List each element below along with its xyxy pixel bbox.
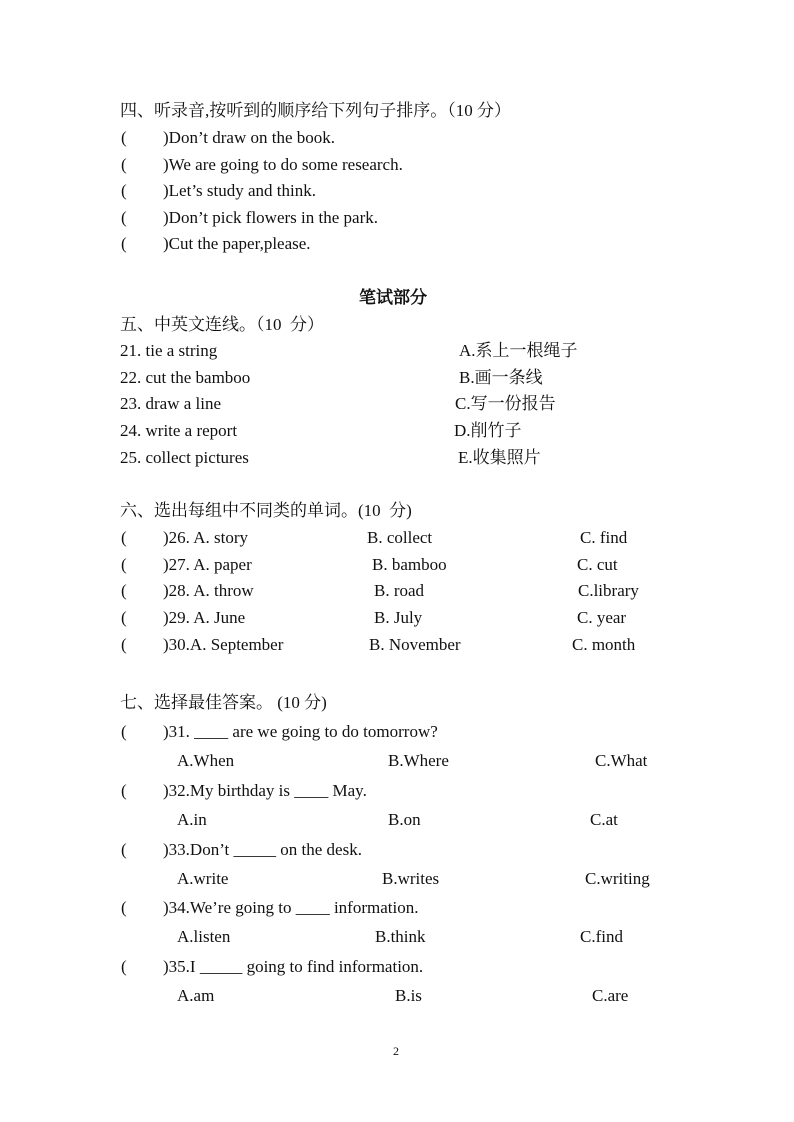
q32-option-a: A.in: [177, 810, 207, 829]
q35-option-b: B.is: [395, 986, 422, 1005]
answer-blank-paren[interactable]: (: [121, 528, 127, 547]
q32-option-c: C.at: [590, 810, 618, 829]
q30-option-c: C. month: [572, 635, 636, 654]
item-text: Cut the paper,please.: [168, 234, 311, 253]
q35-option-a: A.am: [177, 986, 215, 1005]
section7-title: 七、选择最佳答案。 (10 分): [120, 693, 327, 712]
q26-option-a: )26. A. story: [163, 528, 248, 547]
answer-blank-paren[interactable]: (: [121, 555, 127, 574]
q35-option-c: C.are: [592, 986, 629, 1005]
written-part-title: 笔试部分: [359, 288, 427, 307]
section4-item-5: [163, 234, 311, 254]
item-text: Let’s study and think.: [168, 181, 316, 200]
answer-blank-paren[interactable]: (: [121, 957, 127, 976]
q31-stem: )31. ____ are we going to do tomorrow?: [163, 722, 438, 741]
section6-title: 六、选出每组中不同类的单词。(10 分): [120, 501, 412, 520]
section4-item-4: [163, 208, 378, 228]
section4-title: 四、听录音,按听到的顺序给下列句子排序。（10 分）: [120, 101, 511, 120]
answer-blank-paren[interactable]: (: [121, 581, 127, 600]
paren-close: ): [163, 234, 169, 253]
q29-option-b: B. July: [374, 608, 423, 627]
match-right-b: B.画一条线: [459, 368, 543, 387]
q31-option-a: A.When: [177, 751, 235, 770]
item-text: Don’t draw on the book.: [168, 128, 336, 147]
match-right-c: C.写一份报告: [455, 394, 556, 413]
q28-option-b: B. road: [374, 581, 425, 600]
paren-close: ): [163, 208, 169, 227]
answer-blank-paren[interactable]: (: [121, 155, 127, 174]
q27-option-c: C. cut: [577, 555, 618, 574]
q33-option-b: B.writes: [382, 869, 440, 888]
q33-option-c: C.writing: [585, 869, 650, 888]
item-text: We are going to do some research.: [168, 155, 403, 174]
paren-close: ): [163, 128, 169, 147]
q33-option-a: A.write: [177, 869, 229, 888]
match-right-a: A.系上一根绳子: [459, 341, 578, 360]
answer-blank-paren[interactable]: (: [121, 128, 127, 147]
q26-option-b: B. collect: [367, 528, 433, 547]
q28-option-a: )28. A. throw: [163, 581, 254, 600]
answer-blank-paren[interactable]: (: [121, 840, 127, 859]
match-left-25: 25. collect pictures: [120, 448, 249, 467]
item-text: Don’t pick flowers in the park.: [168, 208, 378, 227]
q27-option-a: )27. A. paper: [163, 555, 252, 574]
q31-option-b: B.Where: [388, 751, 449, 770]
q34-option-b: B.think: [375, 927, 426, 946]
match-left-24: 24. write a report: [120, 421, 238, 440]
paren-close: ): [163, 181, 169, 200]
match-right-e: E.收集照片: [458, 448, 541, 467]
q27-option-b: B. bamboo: [372, 555, 447, 574]
answer-blank-paren[interactable]: (: [121, 781, 127, 800]
match-right-d: D.削竹子: [454, 421, 522, 440]
answer-blank-paren[interactable]: (: [121, 181, 127, 200]
match-left-22: 22. cut the bamboo: [120, 368, 251, 387]
q30-option-b: B. November: [369, 635, 461, 654]
paren-close: ): [163, 155, 169, 174]
match-left-21: 21. tie a string: [120, 341, 218, 360]
answer-blank-paren[interactable]: (: [121, 635, 127, 654]
match-left-23: 23. draw a line: [120, 394, 222, 413]
q33-stem: )33.Don’t _____ on the desk.: [163, 840, 362, 859]
answer-blank-paren[interactable]: (: [121, 722, 127, 741]
answer-blank-paren[interactable]: (: [121, 208, 127, 227]
answer-blank-paren[interactable]: (: [121, 234, 127, 253]
section4-item-2: [163, 155, 403, 175]
q29-option-a: )29. A. June: [163, 608, 246, 627]
q26-option-c: C. find: [580, 528, 628, 547]
answer-blank-paren[interactable]: (: [121, 898, 127, 917]
q34-stem: )34.We’re going to ____ information.: [163, 898, 419, 917]
q32-stem: )32.My birthday is ____ May.: [163, 781, 367, 800]
q32-option-b: B.on: [388, 810, 421, 829]
q34-option-a: A.listen: [177, 927, 231, 946]
q35-stem: )35.I _____ going to find information.: [163, 957, 424, 976]
section4-item-1: [163, 128, 335, 148]
page-number: 2: [393, 1044, 399, 1058]
q34-option-c: C.find: [580, 927, 623, 946]
q29-option-c: C. year: [577, 608, 627, 627]
section4-item-3: [163, 181, 316, 201]
q31-option-c: C.What: [595, 751, 648, 770]
q28-option-c: C.library: [578, 581, 639, 600]
q30-option-a: )30.A. September: [163, 635, 284, 654]
section5-title: 五、中英文连线。（10 分）: [120, 315, 324, 334]
answer-blank-paren[interactable]: (: [121, 608, 127, 627]
